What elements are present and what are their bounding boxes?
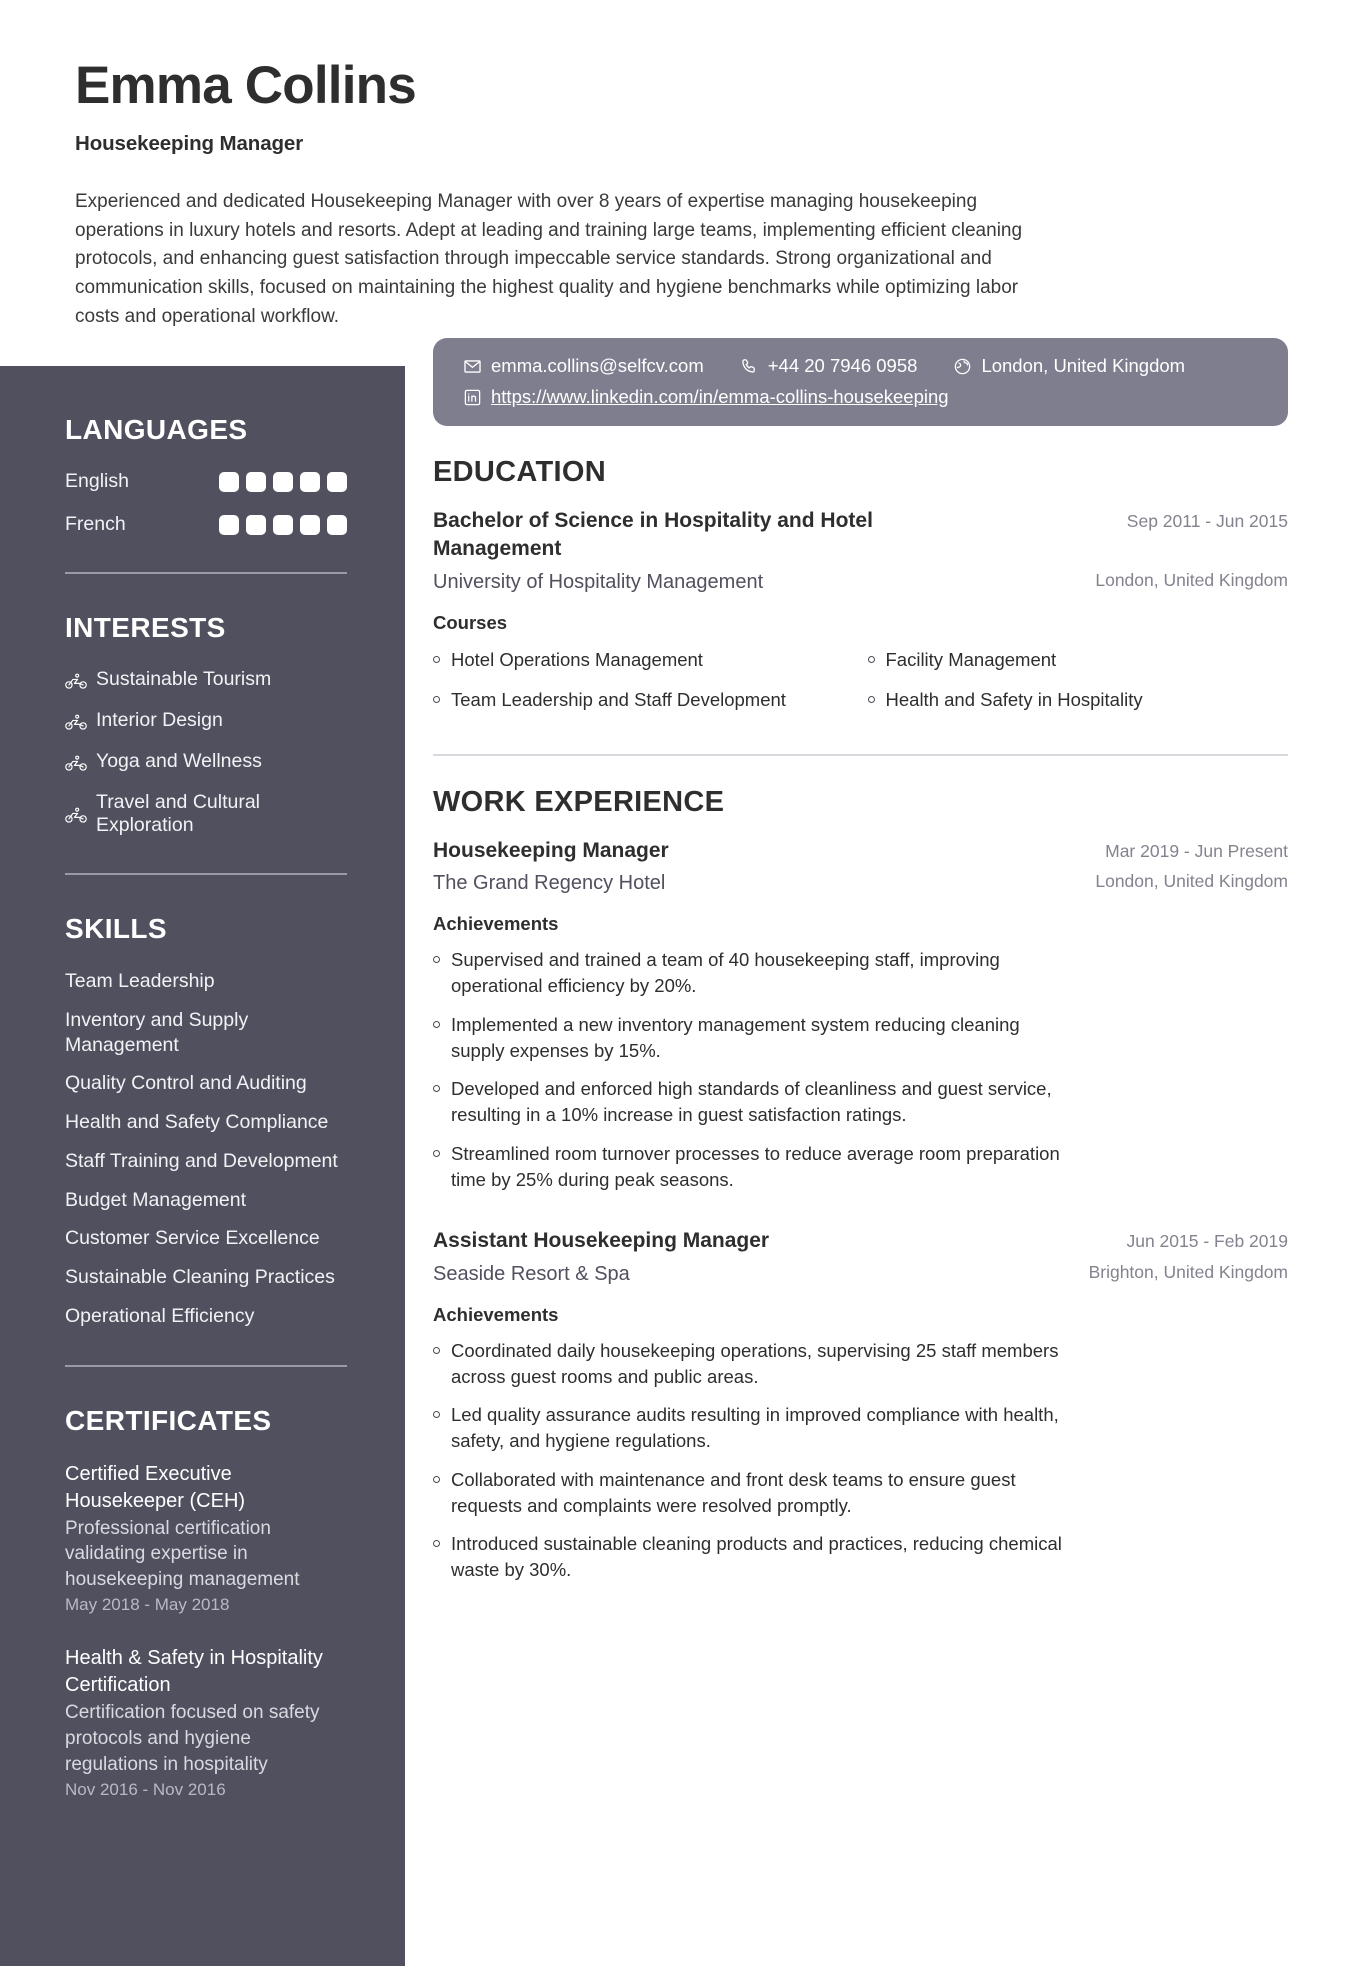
section-work-experience bbox=[433, 786, 1288, 1590]
achievements-label: Achievements bbox=[433, 1303, 559, 1325]
certificates-heading: CERTIFICATES bbox=[65, 1404, 272, 1436]
phone-icon bbox=[740, 357, 759, 376]
bullet-dot bbox=[868, 656, 875, 663]
language-level-dot bbox=[246, 472, 266, 492]
achievement-item-3 bbox=[433, 1525, 1073, 1590]
experience-company: The Grand Regency Hotel bbox=[433, 872, 666, 895]
bullet-text: Facility Management bbox=[885, 648, 1057, 670]
experience-location: Brighton, United Kingdom bbox=[1088, 1261, 1288, 1282]
bullet-text: Developed and enforced high standards of cleanliness and guest service, resulting in a 10% increase in guest satisfaction ratings. bbox=[451, 1078, 1052, 1126]
experience-entry-header bbox=[433, 837, 1288, 865]
skill-item-2: Quality Control and Auditing bbox=[65, 1072, 307, 1095]
achievement-item-0 bbox=[433, 941, 1073, 1006]
candidate-name: Emma Collins bbox=[75, 56, 416, 115]
education-entry-0 bbox=[433, 507, 1288, 720]
bullet-dot bbox=[433, 656, 440, 663]
skill-item-8: Operational Efficiency bbox=[65, 1304, 255, 1327]
linkedin-icon bbox=[463, 388, 482, 407]
skill-item-7: Sustainable Cleaning Practices bbox=[65, 1266, 335, 1289]
interest-item-1 bbox=[65, 709, 347, 732]
language-item-1 bbox=[65, 513, 347, 536]
course-item-0 bbox=[433, 640, 854, 680]
certificate-item-0 bbox=[65, 1461, 347, 1616]
interest-label: Sustainable Tourism bbox=[96, 668, 272, 691]
bullet-dot bbox=[433, 1021, 440, 1028]
bullet-dot bbox=[433, 1347, 440, 1354]
education-list bbox=[433, 507, 1288, 720]
languages-heading: LANGUAGES bbox=[65, 414, 248, 446]
bullet-text: Coordinated daily housekeeping operations, supervising 25 staff members across guest rooms and public areas. bbox=[451, 1339, 1059, 1387]
experience-entry-0 bbox=[433, 837, 1288, 1199]
section-interests bbox=[65, 612, 347, 837]
course-item-2 bbox=[433, 680, 854, 720]
experience-date: Mar 2019 - Jun Present bbox=[1105, 840, 1288, 861]
interest-item-0 bbox=[65, 668, 347, 691]
interest-label: Interior Design bbox=[96, 709, 223, 732]
work-experience-heading: WORK EXPERIENCE bbox=[433, 785, 725, 818]
language-level-dot bbox=[327, 515, 347, 535]
resume-header bbox=[0, 0, 1350, 332]
certificate-name: Certified Executive Housekeeper (CEH) bbox=[65, 1462, 246, 1512]
language-item-0 bbox=[65, 470, 347, 493]
education-heading: EDUCATION bbox=[433, 456, 606, 489]
bullet-dot bbox=[433, 1085, 440, 1092]
bullet-dot bbox=[433, 1476, 440, 1483]
skill-item-5: Budget Management bbox=[65, 1188, 247, 1211]
achievements-list bbox=[433, 941, 1288, 1199]
language-level-dot bbox=[300, 472, 320, 492]
language-level bbox=[219, 515, 347, 535]
interest-label: Yoga and Wellness bbox=[96, 750, 262, 773]
language-level-dot bbox=[273, 515, 293, 535]
certificates-list bbox=[65, 1461, 347, 1801]
interest-item-3 bbox=[65, 791, 347, 837]
experience-entry-subheader bbox=[433, 1256, 1288, 1288]
bullet-dot bbox=[433, 1411, 440, 1418]
certificate-description: Certification focused on safety protocols and hygiene regulations in hospitality bbox=[65, 1702, 320, 1775]
education-entry-header bbox=[433, 507, 1288, 564]
skill-item-3: Health and Safety Compliance bbox=[65, 1111, 329, 1134]
skills-heading: SKILLS bbox=[65, 913, 167, 945]
candidate-job-title: Housekeeping Manager bbox=[75, 131, 304, 155]
section-languages bbox=[65, 414, 347, 536]
education-degree: Bachelor of Science in Hospitality and Hotel Management bbox=[433, 509, 873, 561]
bullet-dot bbox=[433, 956, 440, 963]
certificate-item-1 bbox=[65, 1645, 347, 1800]
language-level-dot bbox=[219, 515, 239, 535]
language-name: English bbox=[65, 470, 129, 493]
bicycle-icon bbox=[65, 806, 87, 822]
interests-heading: INTERESTS bbox=[65, 612, 226, 644]
experience-entry-1 bbox=[433, 1227, 1288, 1589]
section-certificates bbox=[65, 1405, 347, 1801]
bullet-dot bbox=[433, 1540, 440, 1547]
bullet-text: Collaborated with maintenance and front desk teams to ensure guest requests and complaints were resolved promptly. bbox=[451, 1468, 1016, 1516]
experience-location: London, United Kingdom bbox=[1095, 871, 1288, 892]
achievement-item-0 bbox=[433, 1332, 1073, 1397]
skill-item-1: Inventory and Supply Management bbox=[65, 1008, 249, 1056]
achievement-item-1 bbox=[433, 1006, 1073, 1071]
contact-email-text: emma.collins@selfcv.com bbox=[491, 355, 704, 377]
experience-entry-header bbox=[433, 1227, 1288, 1255]
main-column bbox=[405, 355, 1350, 1966]
bullet-text: Health and Safety in Hospitality bbox=[885, 688, 1143, 710]
achievement-item-2 bbox=[433, 1070, 1073, 1135]
interest-item-2 bbox=[65, 750, 347, 773]
skills-list bbox=[65, 969, 347, 1329]
bullet-text: Supervised and trained a team of 40 housekeeping staff, improving operational efficiency by 20%. bbox=[451, 949, 1000, 997]
certificate-date: May 2018 - May 2018 bbox=[65, 1595, 230, 1615]
experience-list bbox=[433, 837, 1288, 1590]
experience-entry-subheader bbox=[433, 865, 1288, 897]
bullet-text: Led quality assurance audits resulting in improved compliance with health, safety, and hygiene regulations. bbox=[451, 1404, 1059, 1452]
certificate-name: Health & Safety in Hospitality Certification bbox=[65, 1647, 323, 1697]
resume-body bbox=[0, 355, 1350, 1966]
education-date: Sep 2011 - Jun 2015 bbox=[1126, 511, 1288, 532]
bullet-text: Introduced sustainable cleaning products and practices, reducing chemical waste by 30%. bbox=[451, 1533, 1062, 1581]
language-level-dot bbox=[300, 515, 320, 535]
contact-phone-text: +44 20 7946 0958 bbox=[767, 355, 918, 377]
experience-date: Jun 2015 - Feb 2019 bbox=[1126, 1231, 1288, 1252]
envelope-icon bbox=[463, 357, 482, 376]
bicycle-icon bbox=[65, 713, 87, 729]
language-level-dot bbox=[246, 515, 266, 535]
language-level-dot bbox=[327, 472, 347, 492]
contact-location bbox=[953, 355, 1185, 377]
bullet-dot bbox=[433, 1150, 440, 1157]
contact-linkedin-text[interactable]: https://www.linkedin.com/in/emma-collins-housekeeping bbox=[491, 386, 949, 408]
courses-grid bbox=[433, 640, 1288, 721]
skill-item-6: Customer Service Excellence bbox=[65, 1227, 320, 1250]
sidebar-divider-2 bbox=[65, 873, 347, 875]
education-institution: University of Hospitality Management bbox=[433, 570, 764, 593]
globe-icon bbox=[953, 357, 972, 376]
contact-location-text: London, United Kingdom bbox=[981, 355, 1186, 377]
certificate-date: Nov 2016 - Nov 2016 bbox=[65, 1780, 226, 1800]
language-level-dot bbox=[273, 472, 293, 492]
language-level bbox=[219, 472, 347, 492]
courses-label: Courses bbox=[433, 611, 508, 633]
achievement-item-1 bbox=[433, 1396, 1073, 1461]
professional-summary: Experienced and dedicated Housekeeping Manager with over 8 years of expertise managing housekeeping operations in luxury hotels and resorts. Adept at leading and training large teams, implementing efficient cleaning protocols, and enhancing guest satisfaction through impeccable service standards. Strong organizational and communication skills, focused on maintaining the highest quality and hygiene benchmarks while optimizing labor costs and operational workflow. bbox=[75, 190, 1023, 328]
certificate-description: Professional certification validating expertise in housekeeping management bbox=[65, 1517, 300, 1590]
bicycle-icon bbox=[65, 754, 87, 770]
skill-item-4: Staff Training and Development bbox=[65, 1149, 338, 1172]
sidebar-divider-3 bbox=[65, 1365, 347, 1367]
experience-company: Seaside Resort & Spa bbox=[433, 1262, 630, 1285]
bullet-dot bbox=[868, 696, 875, 703]
bullet-dot bbox=[433, 696, 440, 703]
contact-bar bbox=[433, 338, 1288, 426]
achievements-list bbox=[433, 1332, 1288, 1590]
achievement-item-2 bbox=[433, 1461, 1073, 1526]
education-location: London, United Kingdom bbox=[1095, 569, 1288, 590]
contact-email[interactable] bbox=[463, 355, 704, 377]
bullet-text: Hotel Operations Management bbox=[451, 648, 703, 670]
language-name: French bbox=[65, 513, 126, 536]
sidebar bbox=[0, 366, 405, 1966]
bicycle-icon bbox=[65, 672, 87, 688]
bullet-text: Implemented a new inventory management system reducing cleaning supply expenses by 15%. bbox=[451, 1013, 1020, 1061]
contact-linkedin[interactable] bbox=[463, 386, 949, 408]
section-skills bbox=[65, 913, 347, 1329]
course-item-1 bbox=[868, 640, 1289, 680]
contact-phone[interactable] bbox=[740, 355, 918, 377]
sidebar-divider-1 bbox=[65, 572, 347, 574]
language-level-dot bbox=[219, 472, 239, 492]
course-item-3 bbox=[868, 680, 1289, 720]
bullet-text: Team Leadership and Staff Development bbox=[451, 688, 786, 710]
contact-line-secondary bbox=[463, 386, 1258, 408]
achievement-item-3 bbox=[433, 1135, 1073, 1200]
section-education bbox=[433, 456, 1288, 720]
experience-title: Housekeeping Manager bbox=[433, 838, 669, 862]
interests-list bbox=[65, 668, 347, 837]
interest-label: Travel and Cultural Exploration bbox=[96, 791, 261, 837]
achievements-label: Achievements bbox=[433, 913, 559, 935]
languages-list bbox=[65, 470, 347, 536]
bullet-text: Streamlined room turnover processes to reduce average room preparation time by 25% during peak seasons. bbox=[451, 1142, 1060, 1190]
education-entry-subheader bbox=[433, 564, 1288, 596]
contact-line-primary bbox=[463, 355, 1258, 377]
skill-item-0: Team Leadership bbox=[65, 970, 215, 993]
main-divider bbox=[433, 754, 1288, 756]
experience-title: Assistant Housekeeping Manager bbox=[433, 1229, 770, 1253]
